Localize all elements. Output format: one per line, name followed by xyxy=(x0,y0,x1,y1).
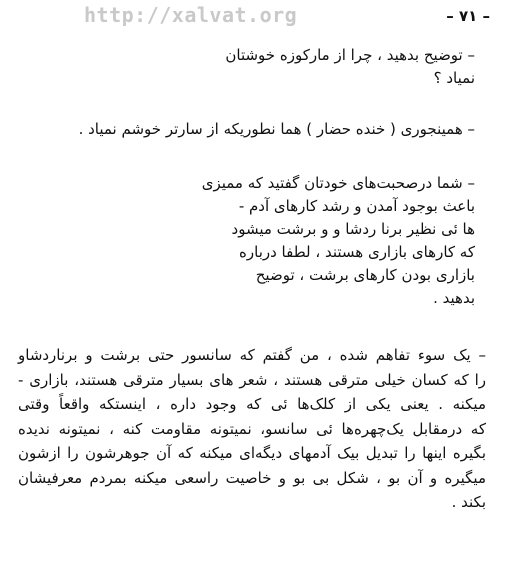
text-line: – توضیح بدهید ، چرا از مارکوزه خوشتان xyxy=(225,46,475,64)
text-line: – شما درصحبت‌های خودتان گفتید که ممیزی xyxy=(201,174,475,192)
text-line: بکند . xyxy=(451,493,486,511)
paragraph-answer-sartre xyxy=(15,118,475,141)
text-line: میگیره و آن بو ، شکل بی بو و خاصیت راسعی میکنه بمردم معرفیشان xyxy=(18,468,486,487)
paragraph-question-censorship xyxy=(130,172,475,310)
text-line: – یک سوء تفاهم شده ، من گفتم که سانسور حتی برشت و برناردشاو xyxy=(18,346,486,364)
text-line: بدهید . xyxy=(433,289,475,307)
paragraph-answer-censorship xyxy=(18,343,486,515)
paragraph-question-marcuse xyxy=(55,44,475,90)
text-line: نمیاد ؟ xyxy=(433,69,475,87)
watermark-url: http://xalvat.org xyxy=(84,3,298,27)
page-number: – ۷۱ – xyxy=(446,7,490,25)
text-line: بازاری بودن کارهای برشت ، توضیح xyxy=(255,266,475,284)
text-line: بگیره اینها را تبدیل بیک آدمهای دیگه‌ای میکنه که آن جوهرشون را ازشون xyxy=(18,444,486,462)
text-line: که کارهای بازاری هستند ، لطفا درباره xyxy=(239,243,475,261)
text-line: را که کسان خیلی مترقی هستند ، شعر های بسیار مترقی هستند، بازاری - xyxy=(18,370,486,389)
text-line: ها ئی نظیر برنا ردشا و و برشت میشود xyxy=(231,220,475,238)
text-line: – همینجوری ( خنده حضار ) هما نطوریکه از سارتر خوشم نمیاد . xyxy=(78,120,475,138)
text-line: باعث بوجود آمدن و رشد کارهای آدم - xyxy=(238,197,475,215)
text-line: که درمقابل یک‌چهره‌ها ئی سانسو، نمیتونه مقاومت کنه ، نمیتونه ندیده xyxy=(18,419,486,438)
text-line: میکنه . یعنی یکی از کلک‌ها ئی که وجود داره ، اینستکه واقعاً وقتی xyxy=(18,395,486,413)
